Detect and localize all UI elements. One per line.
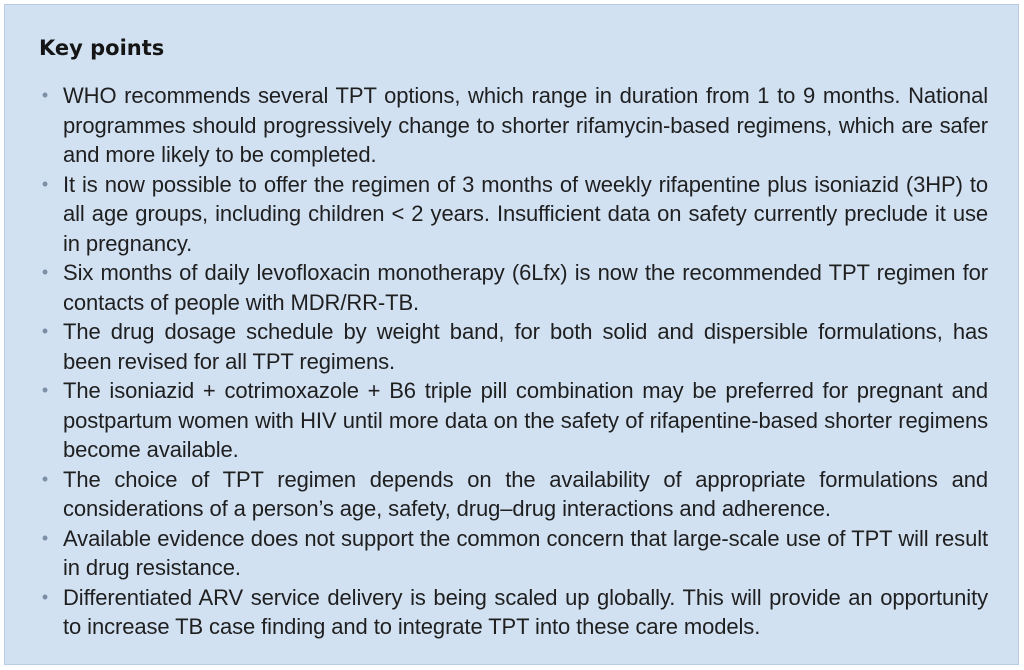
list-item <box>39 465 988 524</box>
list-item-text: The drug dosage schedule by weight band, for both solid and dispersible formulations, has been revised for all TPT regimens. <box>63 319 988 374</box>
bullet-icon: • <box>41 468 49 489</box>
list-item-text: The choice of TPT regimen depends on the availability of appropriate formulations and considerations of a person’s age, safety, drug–drug interactions and adherence. <box>63 466 988 521</box>
bullet-icon: • <box>41 527 49 548</box>
list-item <box>39 524 988 583</box>
bullet-icon: • <box>41 173 49 194</box>
list-item-text: Six months of daily levofloxacin monotherapy (6Lfx) is now the recommended TPT regimen for contacts of people with MDR/RR-TB. <box>63 260 988 315</box>
list-item <box>39 317 988 376</box>
list-item-text: It is now possible to offer the regimen of 3 months of weekly rifapentine plus isoniazid (3HP) to all age groups, including children < 2 years. Insufficient data on safety currently preclude it use in pregnancy. <box>63 171 988 256</box>
key-points-title: Key points <box>39 36 165 60</box>
key-points-box <box>4 4 1019 665</box>
list-item-text: The isoniazid + cotrimoxazole + B6 triple pill combination may be preferred for pregnant and postpartum women with HIV until more data on the safety of rifapentine-based shorter regimens become available. <box>63 378 988 462</box>
bullet-icon: • <box>41 586 49 607</box>
bullet-icon: • <box>41 85 49 105</box>
list-item <box>39 258 988 317</box>
list-item-text: Differentiated ARV service delivery is being scaled up globally. This will provide an opportunity to increase TB case finding and to integrate TPT into these care models. <box>63 584 988 639</box>
list-item <box>39 81 988 170</box>
list-item <box>39 583 988 642</box>
key-points-list <box>39 81 988 642</box>
bullet-icon: • <box>41 321 49 341</box>
list-item-text: Available evidence does not support the common concern that large-scale use of TPT will result in drug resistance. <box>63 525 988 580</box>
bullet-icon: • <box>41 262 49 282</box>
bullet-icon: • <box>41 380 49 400</box>
list-item-text: WHO recommends several TPT options, which range in duration from 1 to 9 months. National programmes should progressively change to shorter rifamycin-based regimens, which are safer and more likely to be completed. <box>63 83 988 167</box>
list-item <box>39 170 988 259</box>
list-item <box>39 376 988 465</box>
